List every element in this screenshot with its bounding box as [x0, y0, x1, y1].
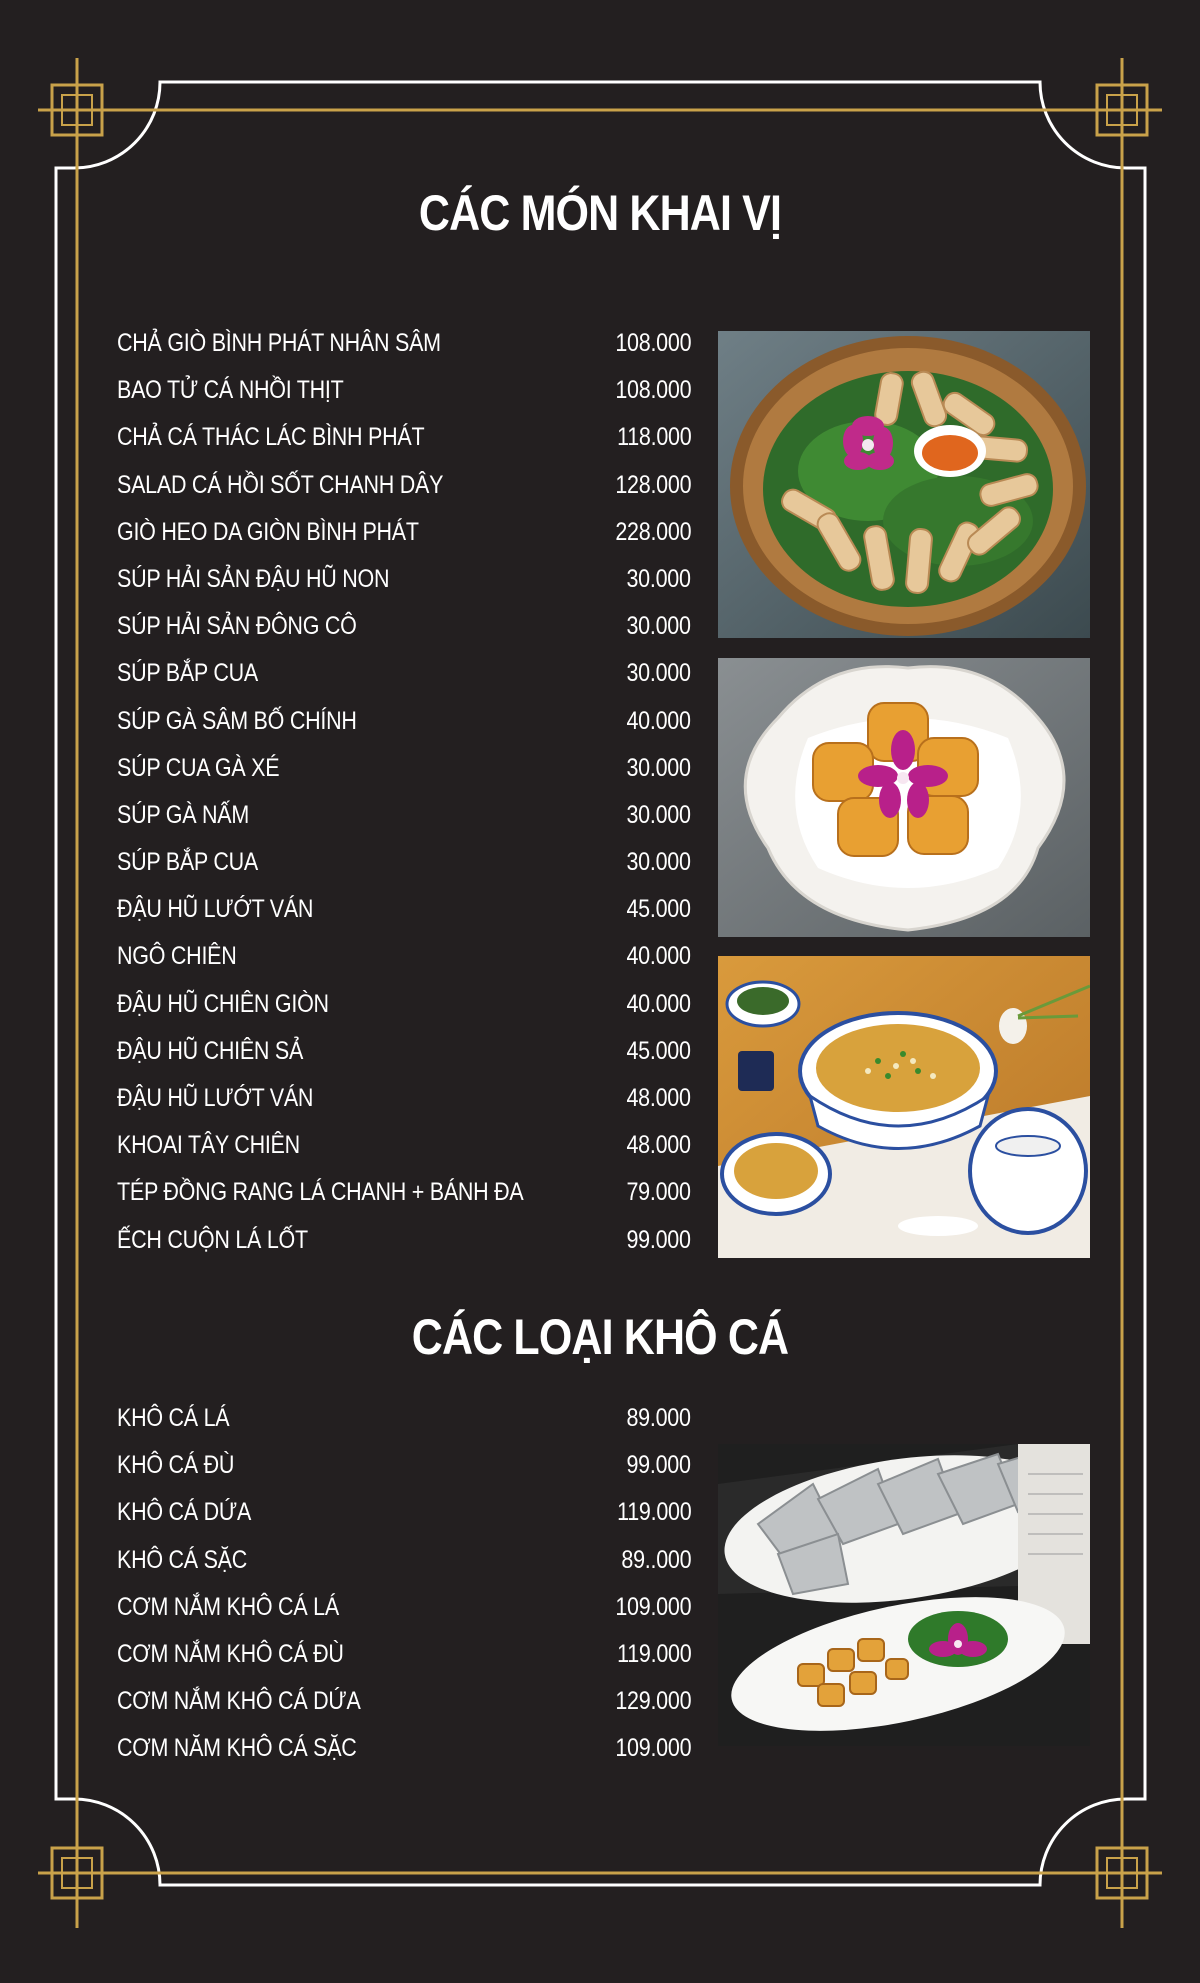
menu-item [117, 1729, 691, 1776]
menu-item-price: 109.000 [615, 1734, 691, 1763]
menu-item-name: SÚP CUA GÀ XÉ [117, 753, 280, 782]
menu-item [117, 1399, 691, 1446]
menu-item [117, 890, 691, 937]
menu-item [117, 560, 691, 607]
menu-item-name: CHẢ GIÒ BÌNH PHÁT NHÂN SÂM [117, 329, 441, 357]
menu-item [117, 1588, 691, 1635]
menu-item-name: BAO TỬ CÁ NHỒI THỊT [117, 376, 344, 405]
menu-item-name: SÚP BẮP CUA [117, 659, 258, 688]
menu-item-name: CƠM NĂM KHÔ CÁ SẶC [117, 1734, 357, 1763]
menu-item [117, 749, 691, 796]
menu-item-name: SÚP HẢI SẢN ĐẬU HŨ NON [117, 564, 390, 593]
menu-item [117, 607, 691, 654]
dried-fish-menu-list [117, 1399, 691, 1777]
menu-item-name: KHÔ CÁ LÁ [117, 1404, 230, 1432]
menu-item-price: 119.000 [616, 1498, 691, 1527]
appetizer-menu-list [117, 324, 691, 1268]
menu-item [117, 1682, 691, 1729]
menu-item-price: 118.000 [616, 423, 691, 452]
menu-item-price: 45.000 [626, 895, 691, 924]
menu-item-price: 119.000 [616, 1639, 691, 1668]
menu-item-name: SÚP HẢI SẢN ĐÔNG CÔ [117, 612, 357, 641]
menu-item-name: CƠM NẮM KHÔ CÁ LÁ [117, 1592, 339, 1621]
menu-item-name: GIÒ HEO DA GIÒN BÌNH PHÁT [117, 517, 419, 546]
menu-item-name: SÚP GÀ NẤM [117, 800, 250, 829]
menu-item-price: 79.000 [626, 1178, 691, 1207]
menu-item-price: 30.000 [626, 753, 691, 782]
menu-item-price: 109.000 [615, 1592, 691, 1621]
menu-item-price: 30.000 [626, 800, 691, 829]
menu-item-name: KHOAI TÂY CHIÊN [117, 1131, 300, 1160]
spring-rolls-photo [718, 331, 1090, 638]
menu-item-name: SÚP GÀ SÂM BỐ CHÍNH [117, 706, 357, 735]
menu-item-price: 99.000 [626, 1225, 691, 1254]
menu-item-name: ẾCH CUỘN LÁ LỐT [117, 1225, 308, 1254]
menu-item-price: 108.000 [615, 376, 691, 405]
section-title-dried-fish: CÁC LOẠI KHÔ CÁ [411, 1309, 789, 1365]
menu-item-name: SALAD CÁ HỒI SỐT CHANH DÂY [117, 470, 444, 499]
menu-item-price: 99.000 [626, 1451, 691, 1480]
menu-item [117, 513, 691, 560]
menu-item [117, 371, 691, 418]
menu-item-price: 45.000 [626, 1036, 691, 1065]
menu-item-price: 228.000 [615, 517, 691, 546]
menu-item-name: SÚP BẮP CUA [117, 848, 258, 877]
menu-item-price: 89.000 [626, 1404, 691, 1432]
menu-item-price: 40.000 [626, 989, 691, 1018]
menu-item-price: 30.000 [626, 848, 691, 877]
menu-item [117, 654, 691, 701]
menu-item [117, 418, 691, 465]
menu-item-price: 48.000 [626, 1084, 691, 1112]
menu-item [117, 985, 691, 1032]
menu-item [117, 702, 691, 749]
menu-item-name: ĐẬU HŨ CHIÊN SẢ [117, 1036, 304, 1065]
menu-item-name: TÉP ĐỒNG RANG LÁ CHANH + BÁNH ĐA [117, 1178, 524, 1207]
menu-item [117, 1446, 691, 1493]
menu-item [117, 1032, 691, 1079]
menu-item [117, 1493, 691, 1540]
menu-item [117, 937, 691, 984]
menu-item [117, 1635, 691, 1682]
dried-fish-photo [718, 1444, 1090, 1746]
menu-item-price: 128.000 [615, 470, 691, 499]
section-title-appetizers: CÁC MÓN KHAI VỊ [418, 185, 782, 241]
menu-item-price: 48.000 [626, 1131, 691, 1160]
menu-item [117, 1126, 691, 1173]
menu-item-price: 30.000 [626, 564, 691, 593]
crab-soup-photo [718, 956, 1090, 1258]
menu-item-price: 30.000 [626, 659, 691, 688]
menu-item-price: 89..000 [621, 1545, 691, 1574]
menu-item-price: 40.000 [626, 942, 691, 971]
menu-item-price: 30.000 [626, 612, 691, 641]
menu-item [117, 1221, 691, 1268]
menu-item-name: KHÔ CÁ DỨA [117, 1498, 252, 1527]
menu-item-name: KHÔ CÁ SẶC [117, 1545, 248, 1574]
menu-item-name: NGÔ CHIÊN [117, 942, 237, 971]
menu-item-name: CHẢ CÁ THÁC LÁC BÌNH PHÁT [117, 423, 425, 452]
menu-item-name: ĐẬU HŨ LƯỚT VÁN [117, 1084, 314, 1112]
menu-item [117, 1541, 691, 1588]
menu-item [117, 324, 691, 371]
menu-item-name: ĐẬU HŨ LƯỚT VÁN [117, 895, 314, 924]
fried-tofu-photo [718, 658, 1090, 937]
menu-item-price: 108.000 [615, 329, 691, 357]
menu-item-price: 129.000 [615, 1687, 691, 1716]
menu-item-name: ĐẬU HŨ CHIÊN GIÒN [117, 989, 329, 1018]
menu-item-name: CƠM NẮM KHÔ CÁ ĐÙ [117, 1639, 344, 1668]
menu-item-price: 40.000 [626, 706, 691, 735]
menu-item [117, 796, 691, 843]
menu-item [117, 843, 691, 890]
menu-item-name: KHÔ CÁ ĐÙ [117, 1451, 235, 1480]
menu-item [117, 1173, 691, 1220]
menu-item [117, 466, 691, 513]
menu-item-name: CƠM NẮM KHÔ CÁ DỨA [117, 1687, 361, 1716]
menu-item [117, 1079, 691, 1126]
